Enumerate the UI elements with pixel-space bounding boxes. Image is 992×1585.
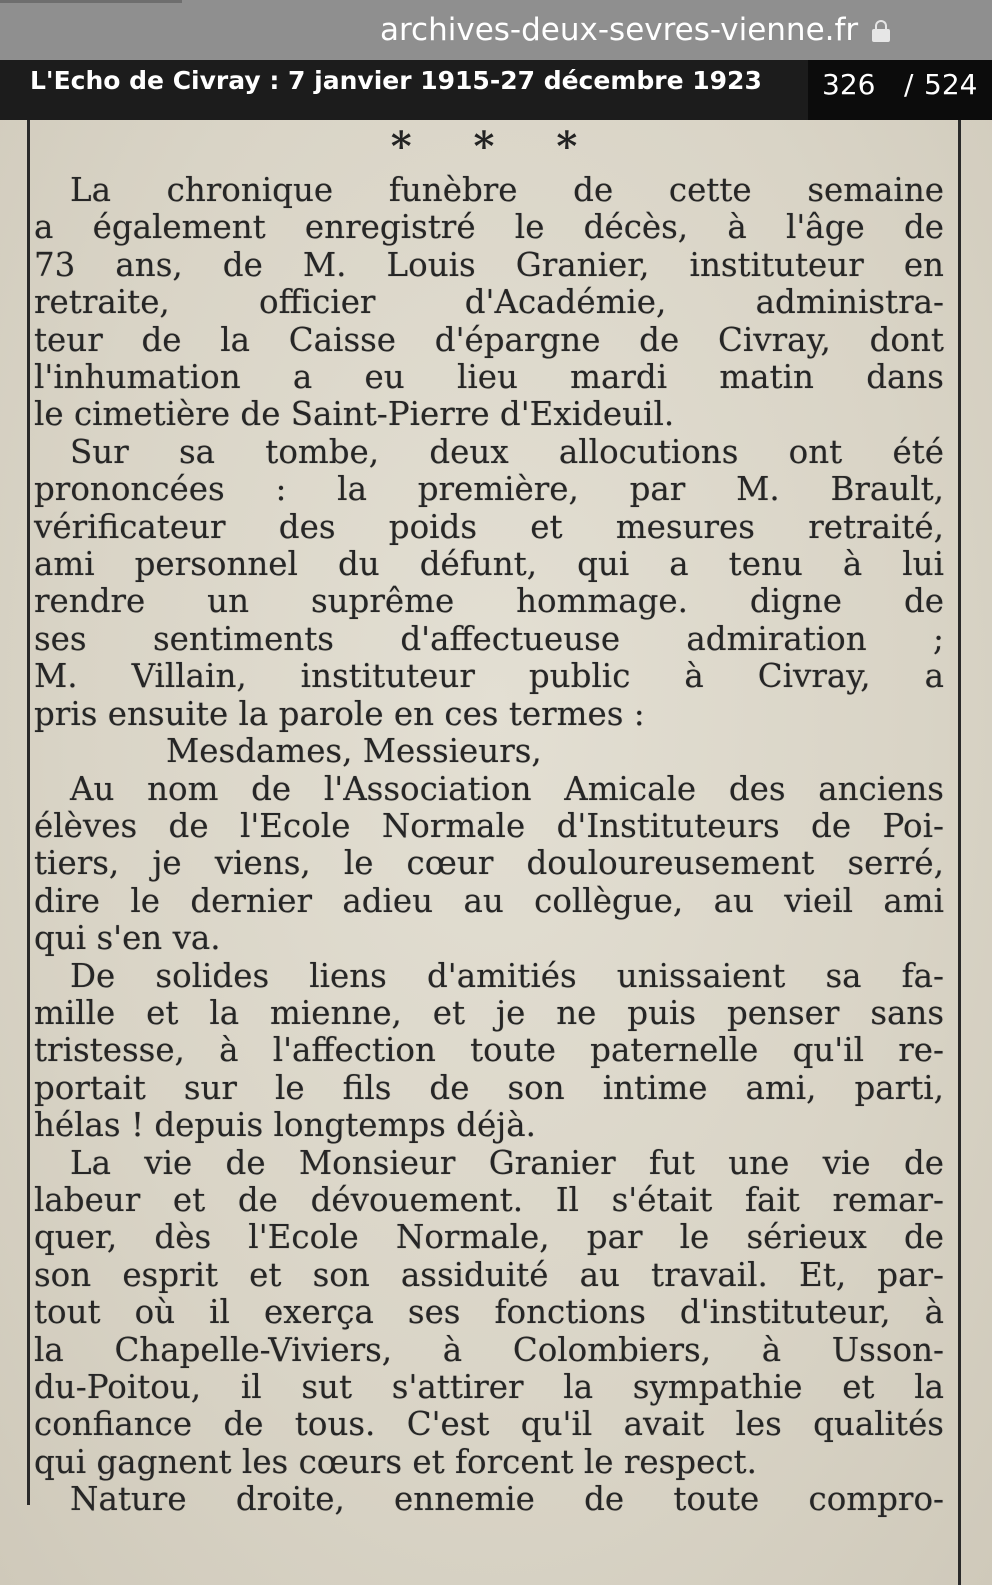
article-line: retraite, officier d'Académie, administra-: [34, 283, 944, 322]
article-line: vérificateur des poids et mesures retraité,: [34, 507, 944, 546]
article-line: 73 ans, de M. Louis Granier, instituteur en: [34, 245, 944, 284]
article-line: portait sur le fils de son intime ami, parti,: [34, 1068, 944, 1107]
article-line: l'inhumation a eu lieu mardi matin dans: [34, 358, 944, 397]
article-line: tristesse, à l'affection toute paternelle qu'il re-: [34, 1031, 944, 1070]
article-line: pris ensuite la parole en ces termes :: [34, 694, 645, 733]
browser-url-bar[interactable]: [0, 0, 992, 60]
article-line: Au nom de l'Association Amicale des anciens: [70, 769, 944, 808]
article-line: La chronique funèbre de cette semaine: [70, 171, 944, 209]
page-counter[interactable]: [808, 60, 992, 120]
article-line: quer, dès l'Ecole Normale, par le sérieux de: [34, 1218, 944, 1257]
article-line: qui s'en va.: [34, 919, 221, 958]
article-line: qui gagnent les cœurs et forcent le respect.: [34, 1442, 757, 1481]
section-separator: * * *: [390, 123, 602, 170]
article-line: labeur et de dévouement. Il s'était fait remar-: [34, 1180, 944, 1219]
article-line: ami personnel du défunt, qui a tenu à lui: [34, 545, 944, 584]
article-line: De solides liens d'amitiés unissaient sa fa-: [70, 956, 944, 995]
article-line: prononcées : la première, par M. Brault,: [34, 470, 944, 509]
document-title: L'Echo de Civray : 7 janvier 1915-27 décembre 1923: [30, 66, 762, 95]
column-rule-right: [958, 120, 961, 1585]
article-line: la Chapelle-Viviers, à Colombiers, à Usson-: [34, 1330, 944, 1369]
page-separator: /: [904, 68, 914, 101]
page-current[interactable]: 326: [822, 68, 876, 101]
article-line: Nature droite, ennemie de toute compro-: [70, 1480, 944, 1519]
article-line: La vie de Monsieur Granier fut une vie de: [70, 1143, 944, 1182]
article-line: le cimetière de Saint-Pierre d'Exideuil.: [34, 395, 675, 434]
article-line: confiance de tous. C'est qu'il avait les qualités: [34, 1405, 944, 1444]
document-title-bar: [0, 60, 992, 120]
article-line: teur de la Caisse d'épargne de Civray, dont: [34, 320, 944, 359]
article-line: ses sentiments d'affectueuse admiration ;: [34, 619, 944, 658]
article-line: du-Poitou, il sut s'attirer la sympathie et la: [34, 1368, 944, 1406]
article-line: M. Villain, instituteur public à Civray, a: [34, 657, 944, 696]
column-rule-left: [27, 120, 30, 1505]
article-line: tiers, je viens, le cœur douloureusement serré,: [34, 844, 944, 883]
article-line: a également enregistré le décès, à l'âge de: [34, 208, 944, 247]
article-line: dire le dernier adieu au collègue, au vieil ami: [34, 881, 944, 920]
url-text[interactable]: archives-deux-sevres-vienne.fr: [380, 12, 859, 48]
article-line: son esprit et son assiduité au travail. Et, par-: [34, 1255, 944, 1294]
page-total: 524: [924, 68, 978, 101]
article-line: rendre un suprême hommage. digne de: [34, 582, 944, 621]
article-line: tout où il exerça ses fonctions d'instituteur, à: [34, 1293, 944, 1332]
lock-icon: [872, 20, 890, 42]
article-line: hélas ! depuis longtemps déjà.: [34, 1106, 536, 1145]
page-load-progress: [0, 0, 182, 3]
newspaper-scan[interactable]: [0, 120, 992, 1585]
article-text: [34, 172, 944, 1519]
article-salutation: Mesdames, Messieurs,: [166, 732, 542, 771]
article-line: élèves de l'Ecole Normale d'Instituteurs de Poi-: [34, 806, 944, 845]
article-line: Sur sa tombe, deux allocutions ont été: [70, 432, 944, 471]
article-line: mille et la mienne, et je ne puis penser sans: [34, 993, 944, 1032]
